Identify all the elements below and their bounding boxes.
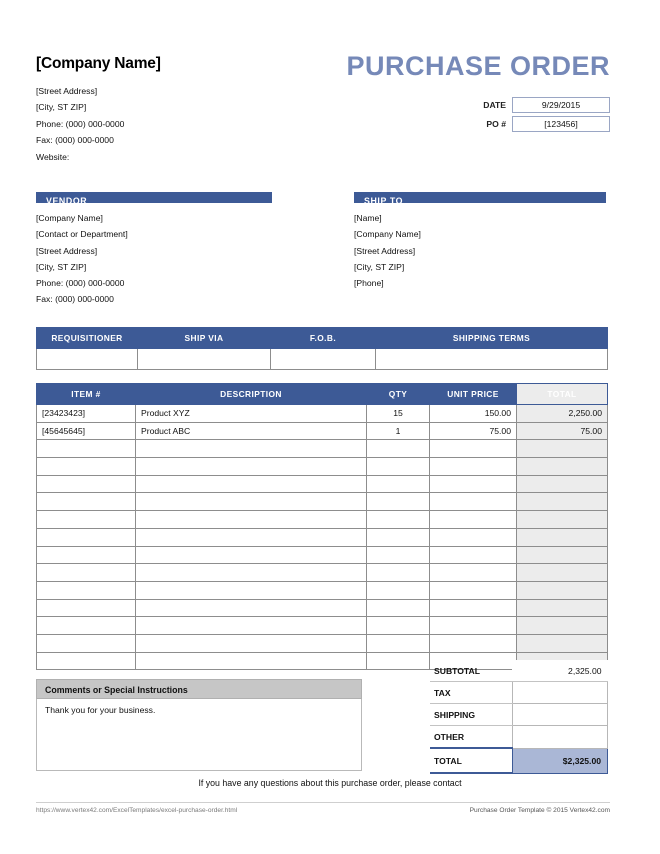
cell-unit-price[interactable] xyxy=(430,617,517,635)
cell-item-number[interactable] xyxy=(37,458,136,476)
line-items-table xyxy=(36,383,608,670)
grand-total-value: $2,325.00 xyxy=(512,748,607,773)
table-row xyxy=(37,599,608,617)
cell-description[interactable] xyxy=(136,511,367,529)
cell-description[interactable] xyxy=(136,617,367,635)
tax-value[interactable] xyxy=(512,682,607,704)
cell-item-number[interactable] xyxy=(37,599,136,617)
col-qty: QTY xyxy=(367,384,430,405)
cell-qty[interactable] xyxy=(367,599,430,617)
cell-qty[interactable] xyxy=(367,493,430,511)
cell-line-total xyxy=(517,493,608,511)
footer-divider xyxy=(36,802,610,803)
table-row xyxy=(37,564,608,582)
vendor-line: [City, ST ZIP] xyxy=(36,261,87,272)
cell-item-number[interactable] xyxy=(37,546,136,564)
subtotal-row xyxy=(430,660,608,682)
cell-description[interactable] xyxy=(136,652,367,670)
ship-to-block xyxy=(354,192,590,291)
cell-item-number[interactable]: [45645645] xyxy=(37,422,136,440)
order-meta xyxy=(430,97,610,135)
comments-text[interactable]: Thank you for your business. xyxy=(36,699,362,771)
cell-line-total xyxy=(517,528,608,546)
ship-to-line: [Name] xyxy=(354,213,382,223)
cell-qty[interactable] xyxy=(367,475,430,493)
cell-item-number[interactable] xyxy=(37,652,136,670)
col-fob: F.O.B. xyxy=(271,328,376,349)
cell-item-number[interactable] xyxy=(37,475,136,493)
vendor-line: [Company Name] xyxy=(36,213,103,223)
page-title: PURCHASE ORDER xyxy=(346,51,610,81)
cell-item-number[interactable] xyxy=(37,493,136,511)
cell-qty[interactable] xyxy=(367,617,430,635)
footer-copyright: Purchase Order Template © 2015 Vertex42.com xyxy=(469,807,610,814)
cell-qty[interactable]: 1 xyxy=(367,422,430,440)
empty-line-items xyxy=(37,440,608,670)
cell-description[interactable] xyxy=(136,634,367,652)
other-value[interactable] xyxy=(512,726,607,749)
table-row xyxy=(37,405,608,423)
cell-qty[interactable] xyxy=(367,440,430,458)
col-ship-via: SHIP VIA xyxy=(138,328,271,349)
shipping-value[interactable] xyxy=(512,704,607,726)
cell-unit-price[interactable]: 75.00 xyxy=(430,422,517,440)
table-row xyxy=(37,617,608,635)
po-number-row xyxy=(430,116,610,132)
cell-item-number[interactable] xyxy=(37,634,136,652)
other-row xyxy=(430,726,608,749)
cell-description[interactable] xyxy=(136,475,367,493)
vendor-heading: VENDOR xyxy=(36,192,272,203)
cell-unit-price[interactable] xyxy=(430,440,517,458)
date-label: DATE xyxy=(483,100,506,110)
ship-to-lines xyxy=(354,210,590,291)
document-header xyxy=(36,51,610,165)
cell-line-total xyxy=(517,617,608,635)
col-total: TOTAL xyxy=(517,384,608,405)
cell-line-total xyxy=(517,634,608,652)
cell-item-number[interactable] xyxy=(37,581,136,599)
table-row xyxy=(37,511,608,529)
table-row xyxy=(37,493,608,511)
subtotal-label: SUBTOTAL xyxy=(430,660,512,682)
tax-label: TAX xyxy=(430,682,512,704)
col-item-number: ITEM # xyxy=(37,384,136,405)
vendor-line: [Contact or Department] xyxy=(36,229,128,240)
cell-line-total: 2,250.00 xyxy=(517,405,608,423)
cell-description[interactable] xyxy=(136,493,367,511)
cell-item-number[interactable] xyxy=(37,511,136,529)
cell-line-total xyxy=(517,564,608,582)
cell-unit-price[interactable] xyxy=(430,546,517,564)
vendor-line: Phone: (000) 000-0000 xyxy=(36,278,125,289)
vendor-block xyxy=(36,192,272,308)
cell-ship-via[interactable] xyxy=(138,349,271,370)
cell-qty[interactable] xyxy=(367,564,430,582)
po-number-field[interactable]: [123456] xyxy=(512,116,610,132)
cell-qty[interactable] xyxy=(367,511,430,529)
footer-note: If you have any questions about this purchase order, please contact xyxy=(198,778,462,788)
cell-qty[interactable] xyxy=(367,546,430,564)
cell-qty[interactable] xyxy=(367,634,430,652)
table-header-row xyxy=(37,384,608,405)
cell-shipping-terms[interactable] xyxy=(376,349,608,370)
cell-qty[interactable] xyxy=(367,581,430,599)
cell-item-number[interactable] xyxy=(37,617,136,635)
cell-line-total xyxy=(517,458,608,476)
cell-line-total xyxy=(517,546,608,564)
cell-qty[interactable] xyxy=(367,528,430,546)
cell-line-total xyxy=(517,581,608,599)
ship-to-heading: SHIP TO xyxy=(354,192,606,203)
date-row xyxy=(430,97,610,113)
table-row xyxy=(37,422,608,440)
date-field[interactable]: 9/29/2015 xyxy=(512,97,610,113)
cell-item-number[interactable] xyxy=(37,564,136,582)
vendor-line: [Street Address] xyxy=(36,245,98,256)
cell-unit-price[interactable]: 150.00 xyxy=(430,405,517,423)
cell-unit-price[interactable] xyxy=(430,475,517,493)
table-row xyxy=(37,581,608,599)
cell-item-number[interactable]: [23423423] xyxy=(37,405,136,423)
vendor-lines xyxy=(36,210,272,308)
cell-qty[interactable] xyxy=(367,652,430,670)
cell-description[interactable] xyxy=(136,458,367,476)
comments-block xyxy=(36,679,362,771)
cell-qty[interactable]: 15 xyxy=(367,405,430,423)
cell-description[interactable] xyxy=(136,581,367,599)
cell-description[interactable] xyxy=(136,599,367,617)
cell-line-total xyxy=(517,440,608,458)
company-website-line: Website: xyxy=(36,151,70,162)
grand-total-row xyxy=(430,748,608,773)
cell-line-total xyxy=(517,599,608,617)
comments-heading: Comments or Special Instructions xyxy=(36,679,362,699)
cell-item-number[interactable] xyxy=(37,528,136,546)
cell-unit-price[interactable] xyxy=(430,458,517,476)
requisition-table xyxy=(36,327,608,370)
cell-unit-price[interactable] xyxy=(430,528,517,546)
cell-description[interactable] xyxy=(136,440,367,458)
subtotal-value: 2,325.00 xyxy=(512,660,607,682)
cell-line-total xyxy=(517,475,608,493)
cell-unit-price[interactable] xyxy=(430,493,517,511)
company-address-line: [City, ST ZIP] xyxy=(36,102,87,113)
ship-to-line: [Street Address] xyxy=(354,245,416,256)
cell-description[interactable] xyxy=(136,528,367,546)
company-phone-line: Phone: (000) 000-0000 xyxy=(36,118,125,129)
ship-to-line: [City, ST ZIP] xyxy=(354,261,405,272)
cell-item-number[interactable] xyxy=(37,440,136,458)
cell-unit-price[interactable] xyxy=(430,511,517,529)
cell-description[interactable]: Product ABC xyxy=(136,422,367,440)
table-row xyxy=(37,475,608,493)
cell-requisitioner[interactable] xyxy=(37,349,138,370)
other-label: OTHER xyxy=(430,726,512,749)
tax-row xyxy=(430,682,608,704)
po-number-label: PO # xyxy=(486,119,506,129)
cell-line-total: 75.00 xyxy=(517,422,608,440)
cell-description[interactable] xyxy=(136,546,367,564)
totals-table xyxy=(430,660,608,774)
footer-source-url[interactable]: https://www.vertex42.com/ExcelTemplates/excel-purchase-order.html xyxy=(36,807,238,814)
company-name: [Company Name] xyxy=(36,55,161,72)
table-row xyxy=(37,349,608,370)
table-row xyxy=(37,546,608,564)
cell-unit-price[interactable] xyxy=(430,581,517,599)
table-header-row xyxy=(37,328,608,349)
cell-description[interactable]: Product XYZ xyxy=(136,405,367,423)
shipping-label: SHIPPING xyxy=(430,704,512,726)
cell-qty[interactable] xyxy=(367,458,430,476)
col-shipping-terms: SHIPPING TERMS xyxy=(376,328,608,349)
grand-total-label: TOTAL xyxy=(430,748,512,773)
col-description: DESCRIPTION xyxy=(136,384,367,405)
ship-to-line: [Phone] xyxy=(354,278,384,289)
col-requisitioner: REQUISITIONER xyxy=(37,328,138,349)
cell-unit-price[interactable] xyxy=(430,564,517,582)
col-unit-price: UNIT PRICE xyxy=(430,384,517,405)
table-row xyxy=(37,528,608,546)
cell-unit-price[interactable] xyxy=(430,599,517,617)
cell-line-total xyxy=(517,511,608,529)
table-row xyxy=(37,440,608,458)
shipping-row xyxy=(430,704,608,726)
company-address-line: [Street Address] xyxy=(36,86,98,96)
cell-fob[interactable] xyxy=(271,349,376,370)
company-fax-line: Fax: (000) 000-0000 xyxy=(36,135,114,146)
ship-to-line: [Company Name] xyxy=(354,229,421,240)
table-row xyxy=(37,634,608,652)
vendor-line: Fax: (000) 000-0000 xyxy=(36,294,114,305)
cell-unit-price[interactable] xyxy=(430,634,517,652)
table-row xyxy=(37,458,608,476)
cell-description[interactable] xyxy=(136,564,367,582)
